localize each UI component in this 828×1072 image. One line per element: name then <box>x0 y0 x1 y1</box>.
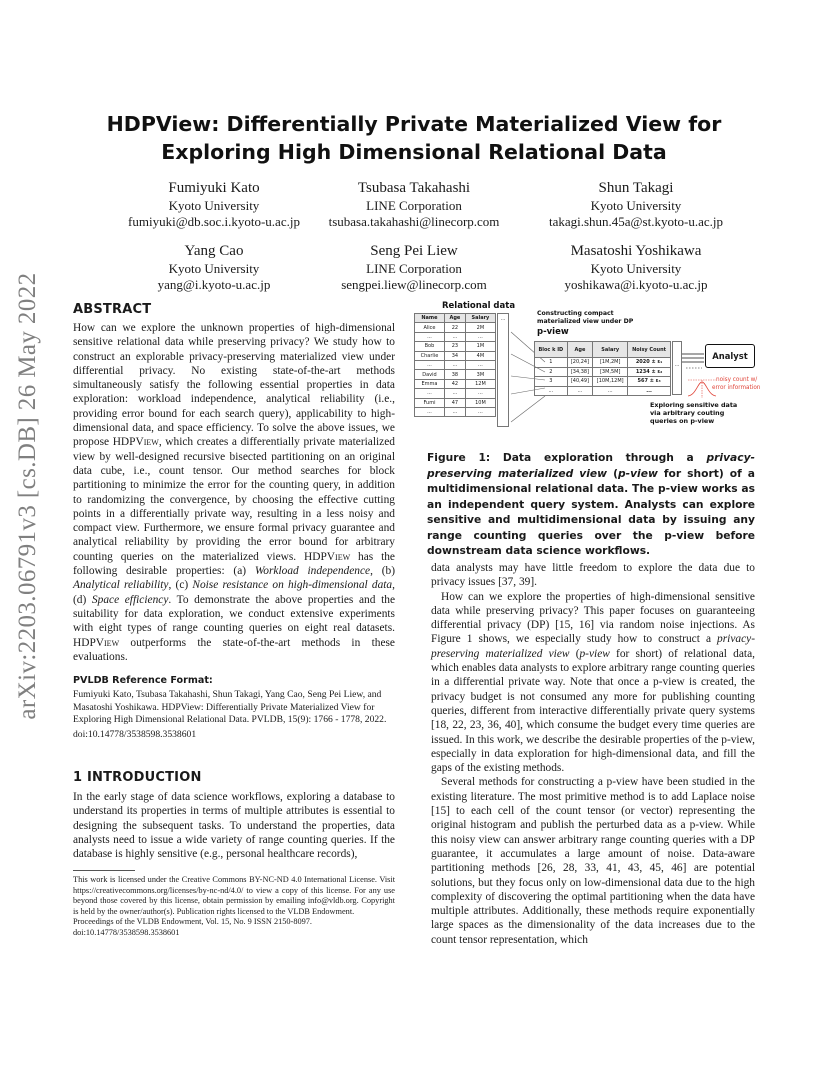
constructing-text-1: Constructing compact <box>537 310 614 317</box>
table-cell: 1234 ± ε₂ <box>628 367 671 377</box>
paragraph-part: How can we explore the properties of high-dimensional sensitive data while preserving privacy? This paper focuses on guaranteeing differential privacy (DP) [15, 16] via random noise injections. As Figure 1 shows, we especially study how to construct a <box>431 590 755 646</box>
table-cell: ... <box>415 407 445 416</box>
paragraph-emphasis: privacy-preserving materialized view <box>431 633 755 660</box>
table-cell: 23 <box>444 342 465 351</box>
caption-emphasis: privacy-preserving materialized view <box>427 451 755 480</box>
table-cell: David <box>415 370 445 379</box>
table-cell: ... <box>465 407 495 416</box>
proceedings-doi: doi:10.14778/3538598.3538601 <box>73 927 180 937</box>
table-cell: 2020 ± ε₁ <box>628 358 671 368</box>
relational-table-more-columns: ... <box>497 313 509 427</box>
table-row <box>415 389 496 398</box>
reference-doi: doi:10.14778/3538598.3538601 <box>73 728 197 740</box>
table-cell: ... <box>593 386 628 396</box>
table-cell: [20,24] <box>567 358 593 368</box>
introduction-heading: 1 INTRODUCTION <box>73 770 202 785</box>
table-cell: 3M <box>465 370 495 379</box>
table-header-cell: Salary <box>593 342 628 358</box>
proceedings-note: Proceedings of the VLDB Endowment, Vol. 15, No. 9 ISSN 2150-8097. <box>73 917 312 927</box>
paragraph: Several methods for constructing a p-view have been studied in the existing literature. The most primitive method is to add Laplace noise [15] to each cell of the count tensor (or vector) representing the original histogram and publish the perturbed data as a p-view. While this noisy view can answer arbitrary range counting queries with a DP guarantee, it accumulates a large amount of noise. Data-aware partitioning methods [26, 28, 33, 41, 43, 45, 46] are potential solutions, but they focus only on low-dimensional data due to the high complexity of discovering the optimal partitioning when the data have multiple attributes. Additionally, these methods require exponentially large spaces as the dimensionality of the data increases due to the count tensor representation, which <box>431 776 755 946</box>
title-line-2: Exploring High Dimensional Relational Data <box>161 140 667 164</box>
abstract-heading: ABSTRACT <box>73 302 152 317</box>
author-affiliation: Kyoto University <box>590 198 682 213</box>
paragraph-part: for short) of relational data, which enables data analysts to explore arbitrary range counting queries in a differential private way. Note that once a p-view is created, the privacy budget is not consumed any more for publishing counting queries, different from interactive differentially private query systems [18, 22, 23, 36, 40], which consume the budget every time queries are issued. In this work, we describe the desirable properties of the p-view, especially in data exploration for high-dimensional data, and fill the gaps of the existing methods. <box>431 647 755 775</box>
exploring-text-3: queries on p-view <box>650 417 715 425</box>
author-name: Tsubasa Takahashi <box>357 180 471 196</box>
noisy-count-label-2: error information <box>712 385 761 391</box>
table-cell: ... <box>444 407 465 416</box>
table-row <box>415 323 496 332</box>
pview-title: p-view <box>537 327 569 337</box>
table-cell: 12M <box>465 379 495 388</box>
caption-part: for short) of a multidimensional relational data. The p-view works as an independent query system. Analysts can explore sensitive and multidimensional data by issuing any range counting queries over the p-view before downstream data science workflows. <box>427 466 755 557</box>
table-header-cell: Noisy Count <box>628 342 671 358</box>
table-cell: 38 <box>444 370 465 379</box>
table-cell: Charlie <box>415 351 445 360</box>
author-email: yoshikawa@i.kyoto-u.ac.jp <box>564 277 708 292</box>
caption-part: ( <box>607 466 618 480</box>
author-name: Yang Cao <box>184 243 244 259</box>
pview-more-columns: ... <box>672 341 682 395</box>
table-cell: 4M <box>465 351 495 360</box>
table-cell: 42 <box>444 379 465 388</box>
title-line-1: HDPView: Differentially Private Materialized View for <box>106 112 722 136</box>
property-c: Noise resistance on high-dimensional data <box>192 579 393 592</box>
author-block <box>284 178 544 230</box>
author-affiliation: LINE Corporation <box>366 198 462 213</box>
right-column-text <box>431 561 755 947</box>
table-header-cell: Age <box>444 314 465 323</box>
arxiv-identifier: arXiv:2203.06791v3 [cs.DB] 26 May 2022 <box>14 272 41 720</box>
table-row <box>535 386 671 396</box>
table-cell: 2M <box>465 323 495 332</box>
table-cell: Emma <box>415 379 445 388</box>
paper-title <box>0 110 828 166</box>
table-cell: [3M,5M] <box>593 367 628 377</box>
author-affiliation: LINE Corporation <box>366 261 462 276</box>
abstract-part: How can we explore the unknown properties of high-dimensional sensitive relational data while preserving privacy? We study how to construct an explorable privacy-preserving materialized view under differential privacy. No existing state-of-the-art methods simultaneously satisfy the following essential properties in data exploration: workload independence, analytical reliability (i.e., providing error bound for each search query), applicability to high-dimensional data, and space efficiency. To solve the above issues, we propose <box>73 322 395 449</box>
table-header-cell: Salary <box>465 314 495 323</box>
license-note: This work is licensed under the Creative Commons BY-NC-ND 4.0 International License. Visit https://creativecommons.org/licenses/by-nc-nd/4.0/ to view a copy of this license. For any use beyond those covered by this license, obtain permission by emailing info@vldb.org. Copyright is held by the owner/author(s). Publication rights licensed to the VLDB Endowment. <box>73 875 395 916</box>
author-block <box>506 178 766 230</box>
table-cell: 47 <box>444 398 465 407</box>
table-cell: ... <box>444 389 465 398</box>
table-cell: ... <box>415 389 445 398</box>
table-cell: 567 ± ε₃ <box>628 377 671 387</box>
exploring-text-2: via arbitrary couting <box>650 409 725 417</box>
property-b: Analytical reliability <box>73 579 169 592</box>
table-row <box>535 367 671 377</box>
table-cell: 3 <box>535 377 568 387</box>
exploring-text-1: Exploring sensitive data <box>650 401 738 409</box>
property-a: Workload independence <box>254 565 371 578</box>
table-cell: ... <box>628 386 671 396</box>
method-name: HDPView <box>112 436 159 449</box>
table-cell: ... <box>465 332 495 341</box>
caption-emphasis: p-view <box>617 466 658 480</box>
reference-format-heading: PVLDB Reference Format: <box>73 675 213 686</box>
table-header-cell: Name <box>415 314 445 323</box>
abstract-part: has the following desirable properties: (a) <box>73 550 395 578</box>
abstract-part: , which creates a differentially private materialized view by well-designed recursive bisected partitioning on an original data cube, i.e., count tensor. Our method searches for block partitioning to minimize the error for the counting query, in addition to randomizing the convergence, by choosing the effective cutting points in a differentially private way, resulting in a less noisy and compact view. Furthermore, we ensure formal privacy guarantee and analytical reliability by providing the error bound for arbitrary counting queries on the materialized views. <box>73 436 395 563</box>
paragraph: data analysts may have little freedom to explore the data due to privacy issues [37, 39]. <box>431 562 755 589</box>
table-row <box>535 358 671 368</box>
table-header-cell: Age <box>567 342 593 358</box>
abstract-part: , (c) <box>168 579 193 592</box>
caption-part: Figure 1: Data exploration through a <box>427 451 707 464</box>
paragraph-part: ( <box>569 647 580 660</box>
table-row <box>415 398 496 407</box>
table-header-cell: Bloc k ID <box>535 342 568 358</box>
author-email: sengpei.liew@linecorp.com <box>341 277 487 292</box>
table-cell: ... <box>444 360 465 369</box>
table-cell: ... <box>465 389 495 398</box>
author-affiliation: Kyoto University <box>590 261 682 276</box>
abstract-text <box>73 321 395 664</box>
analyst-box: Analyst <box>705 344 755 368</box>
table-cell: ... <box>415 332 445 341</box>
table-header-row <box>535 342 671 358</box>
abstract-part: outperforms the state-of-the-art methods in these evaluations. <box>73 636 395 663</box>
table-cell: 34 <box>444 351 465 360</box>
author-email: yang@i.kyoto-u.ac.jp <box>157 277 271 292</box>
author-name: Fumiyuki Kato <box>168 180 260 196</box>
footnote-rule <box>73 870 135 871</box>
table-cell: Fumi <box>415 398 445 407</box>
table-cell: Alice <box>415 323 445 332</box>
relational-data-title: Relational data <box>442 301 516 311</box>
table-cell: 2 <box>535 367 568 377</box>
relational-data-table <box>414 313 496 417</box>
constructing-text-2: materialized view under DP <box>537 318 634 325</box>
table-cell: ... <box>535 386 568 396</box>
author-email: fumiyuki@db.soc.i.kyoto-u.ac.jp <box>128 214 300 229</box>
figure-1 <box>414 300 760 440</box>
author-name: Masatoshi Yoshikawa <box>570 243 702 259</box>
table-cell: ... <box>465 360 495 369</box>
footnote <box>73 875 395 939</box>
table-cell: ... <box>567 386 593 396</box>
author-block <box>506 241 766 293</box>
abstract-part: . To demonstrate the above properties and the suitability for data exploration, we conduct extensive experiments with eight types of range counting queries on eight real datasets. <box>73 593 395 635</box>
author-email: takagi.shun.45a@st.kyoto-u.ac.jp <box>548 214 724 229</box>
table-cell: [1M,2M] <box>593 358 628 368</box>
table-cell: 1M <box>465 342 495 351</box>
table-cell: ... <box>444 332 465 341</box>
method-name: HDPView <box>304 550 351 563</box>
reference-citation: Fumiyuki Kato, Tsubasa Takahashi, Shun Takagi, Yang Cao, Seng Pei Liew, and Masatoshi Yoshikawa. HDPView: Differentially Private Materialized View for Exploring High Dimensional Relational Data. PVLDB, 15(9): 1766 - 1778, 2022. <box>73 689 387 726</box>
author-name: Seng Pei Liew <box>370 243 458 259</box>
table-cell: ... <box>415 360 445 369</box>
abstract-part: , (b) <box>370 565 395 578</box>
table-cell: [40,49] <box>567 377 593 387</box>
table-cell: 10M <box>465 398 495 407</box>
property-d: Space efficiency <box>91 593 169 606</box>
author-affiliation: Kyoto University <box>168 261 260 276</box>
table-row <box>415 407 496 416</box>
figure-caption <box>427 450 755 559</box>
table-cell: [10M,12M] <box>593 377 628 387</box>
paragraph <box>431 590 755 776</box>
author-name: Shun Takagi <box>598 180 674 196</box>
table-header-row <box>415 314 496 323</box>
table-row <box>535 377 671 387</box>
author-email: tsubasa.takahashi@linecorp.com <box>328 214 500 229</box>
author-block <box>284 241 544 293</box>
method-name: HDPView <box>73 636 120 649</box>
paragraph-emphasis: p-view <box>579 647 610 660</box>
pview-table <box>534 341 671 396</box>
reference-format-text <box>73 689 395 741</box>
abstract-part: , (d) <box>73 579 395 606</box>
table-row <box>415 351 496 360</box>
table-cell: [34,38] <box>567 367 593 377</box>
introduction-text: In the early stage of data science workflows, exploring a database to understand its properties in terms of multiple attributes is essential to designing the subsequent tasks. To understand the properties, data analysts need to issue a wide variety of range counting queries. If the database is highly sensitive (e.g., personal healthcare records), <box>73 791 395 861</box>
table-row <box>415 360 496 369</box>
table-row <box>415 332 496 341</box>
author-affiliation: Kyoto University <box>168 198 260 213</box>
table-cell: 22 <box>444 323 465 332</box>
table-row <box>415 370 496 379</box>
table-row <box>415 342 496 351</box>
table-cell: 1 <box>535 358 568 368</box>
table-row <box>415 379 496 388</box>
table-cell: Bob <box>415 342 445 351</box>
noisy-count-label-1: noisy count w/ <box>716 377 758 383</box>
